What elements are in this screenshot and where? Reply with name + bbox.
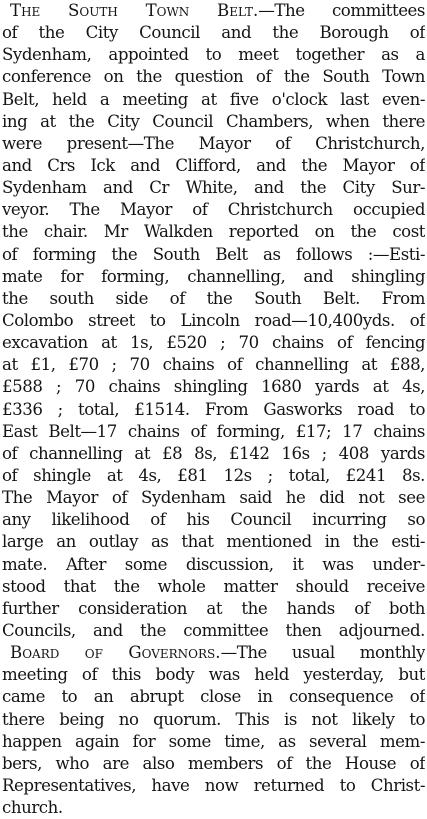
article-line: stood that the whole matter should receive bbox=[2, 576, 425, 596]
article-line: came to an abrupt close in consequence of bbox=[2, 687, 425, 707]
article-line: excavation at 1s, £520 ; 70 chains of fencing bbox=[2, 333, 425, 353]
article-line: £588 ; 70 chains shingling 1680 yards at 4s, bbox=[2, 377, 425, 397]
article-line: further consideration at the hands of both bbox=[2, 598, 425, 618]
article-line: of forming the South Belt as follows :—Esti- bbox=[2, 244, 425, 264]
article-line: Sydenham and Cr White, and the City Sur- bbox=[2, 178, 425, 198]
article-heading-south-town-belt: The South Town Belt. bbox=[10, 1, 259, 20]
article-line: Representatives, have now returned to Christ- bbox=[2, 775, 425, 795]
article-line: Councils, and the committee then adjourned. bbox=[2, 620, 425, 640]
article-line: ing at the City Council Chambers, when there bbox=[2, 111, 425, 131]
article-line: large an outlay as that mentioned in the esti- bbox=[2, 532, 425, 552]
article-line: of channelling at £8 8s, £142 16s ; 408 yards bbox=[2, 443, 425, 463]
article-line: The South Town Belt.—The committees bbox=[10, 1, 425, 20]
article-line: The Mayor of Sydenham said he did not see bbox=[2, 488, 425, 508]
article-line: of the City Council and the Borough of bbox=[2, 23, 425, 43]
article-line: East Belt—17 chains of forming, £17; 17 chains bbox=[2, 421, 425, 441]
article-line: there being no quorum. This is not likely to bbox=[2, 709, 425, 729]
article-line: Belt, held a meeting at five o'clock last even- bbox=[2, 89, 425, 109]
article-line: the chair. Mr Walkden reported on the cost bbox=[2, 222, 425, 242]
article-line: Colombo street to Lincoln road—10,400yds. of bbox=[2, 310, 425, 330]
article-line: £336 ; total, £1514. From Gasworks road to bbox=[2, 399, 425, 419]
article-line: bers, who are also members of the House of bbox=[2, 753, 425, 773]
article-line: mate. After some discussion, it was under- bbox=[2, 554, 425, 574]
newspaper-column bbox=[2, 0, 425, 819]
article-line: conference on the question of the South Town bbox=[2, 67, 425, 87]
article-line: Sydenham, appointed to meet together as a bbox=[2, 45, 425, 65]
article-line: any likelihood of his Council incurring so bbox=[2, 510, 425, 530]
article-line: and Crs Ick and Clifford, and the Mayor of bbox=[2, 155, 425, 175]
article-line: happen again for some time, as several mem- bbox=[2, 731, 425, 751]
article-line: mate for forming, channelling, and shingling bbox=[2, 266, 425, 286]
article-line: at £1, £70 ; 70 chains of channelling at £88, bbox=[2, 355, 425, 375]
article-line: church. bbox=[2, 798, 63, 818]
article-line: were present—The Mayor of Christchurch, bbox=[2, 133, 425, 153]
article-line: the south side of the South Belt. From bbox=[2, 288, 425, 308]
article-heading-board-of-governors: Board of Governors. bbox=[10, 643, 221, 663]
article-line: veyor. The Mayor of Christchurch occupied bbox=[2, 200, 425, 220]
article-line: meeting of this body was held yesterday, but bbox=[2, 665, 425, 685]
article-line: of shingle at 4s, £81 12s ; total, £241 8s. bbox=[2, 465, 425, 485]
article-line: Board of Governors.—The usual monthly bbox=[10, 643, 425, 663]
